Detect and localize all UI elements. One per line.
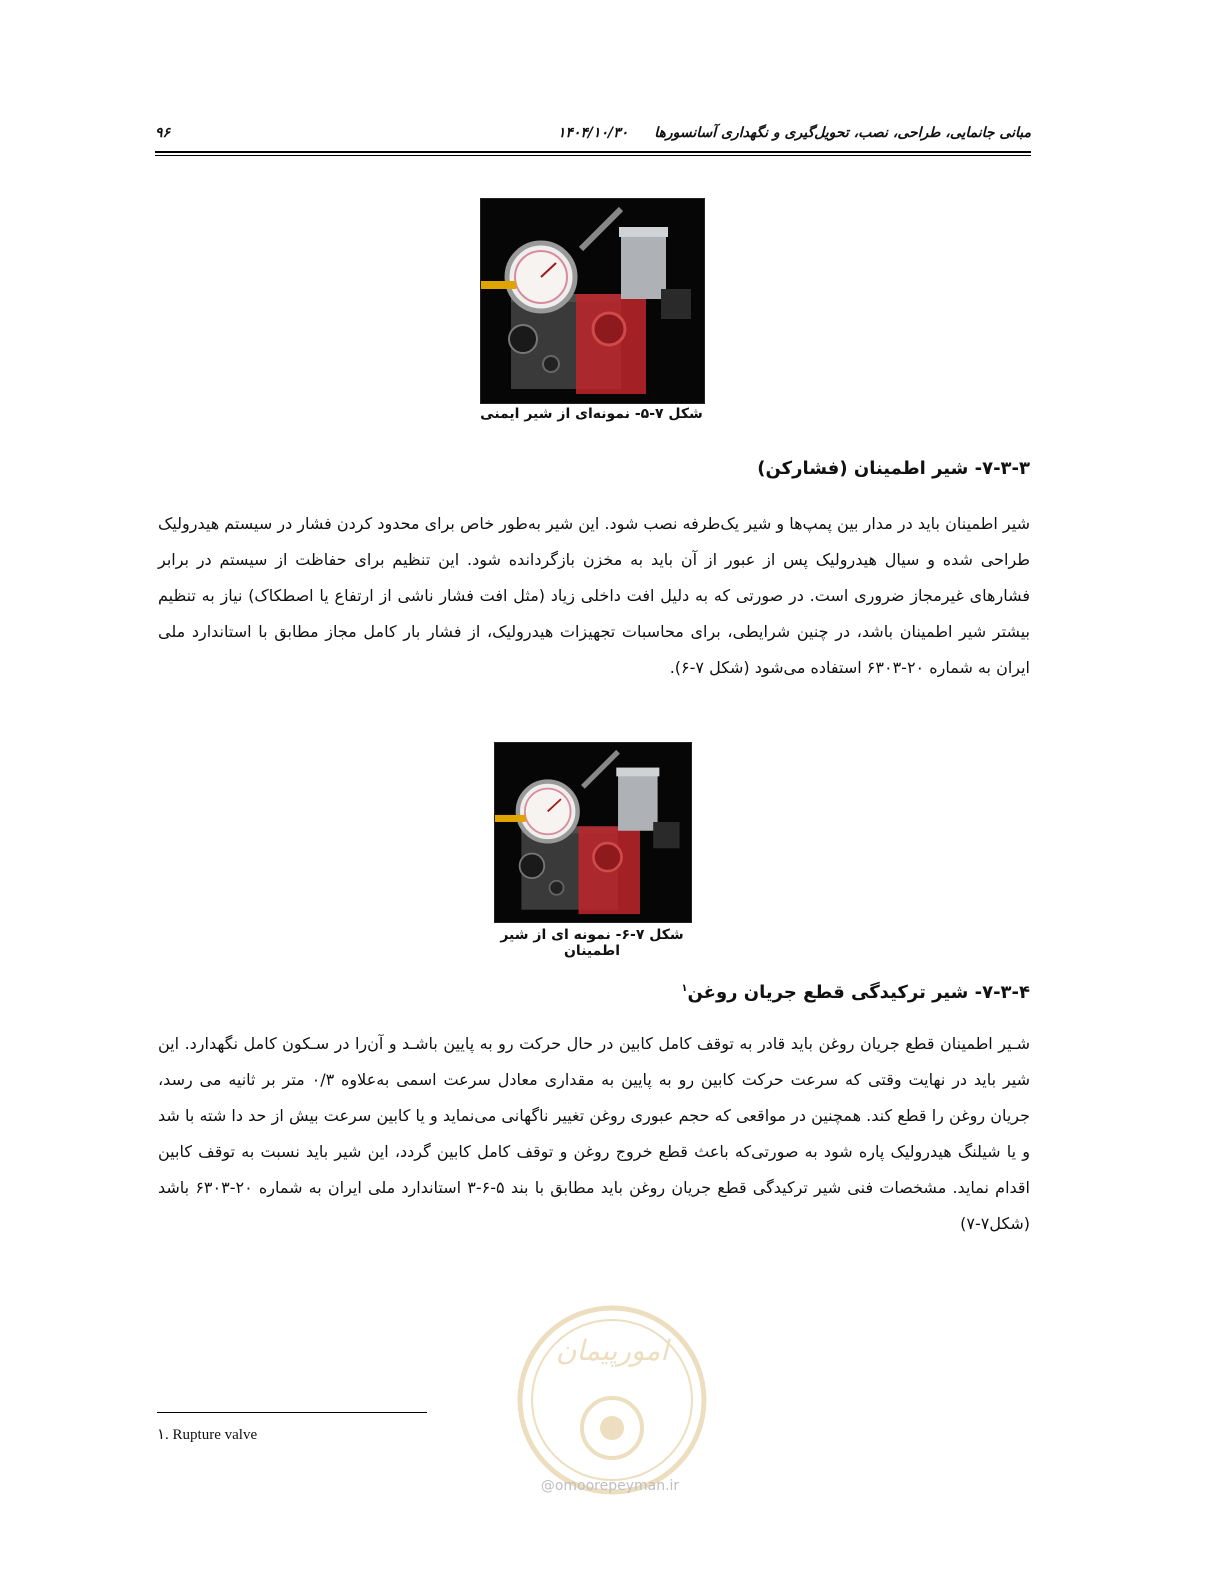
header-date: ۱۴۰۴/۱۰/۳۰	[557, 125, 629, 141]
figure-7-5-caption: شکل ۷-۵- نمونه‌ای از شیر ایمنی	[480, 406, 703, 422]
header-book-title: مبانی جانمایی، طراحی، نصب، تحویل‌گیری و نگهداری آسانسورها	[654, 125, 1031, 141]
yellow-handle	[481, 281, 516, 289]
figure-relief-valve-image	[494, 742, 692, 923]
section-7-3-4-paragraph: شـیر اطمینان قطع جریان روغن باید قادر به توقف کامل کابین در حال حرکت رو به پایین باشـد و آن‌را در سـکون کامل نگهدارد. این شیر باید در نهایت وقتی که سرعت حرکت کابین رو به پایین به مقداری معادل سرعت اسمی به‌علاوه ۰/۳ متر بر ثانیه می رسد، جریان روغن را قطع کند. همچنین در مواقعی که حجم عبوری روغن تغییر ناگهانی می‌نماید و یا کابین سرعت بیش از حد دا شته با شد و یا شیلنگ هیدرولیک پاره شود به صورتی‌که باعث قطع خروج روغن و توقف کامل کابین گردد، این شیر باید نسبت به توقف کابین اقدام نماید. مشخصات فنی شیر ترکیدگی قطع جریان روغن باید مطابق با بند ۵-۶-۳ استاندارد ملی ایران به شماره ۲۰-۶۳۰۳ باشد (شکل۷-۷)	[158, 1034, 1031, 1233]
section-7-3-4-heading-text: ۷-۳-۴- شیر ترکیدگی قطع جریان روغن	[687, 982, 1030, 1003]
port-left	[520, 854, 545, 879]
solenoid-coil	[621, 229, 666, 299]
section-7-3-3-paragraph: شیر اطمینان باید در مدار بین پمپ‌ها و شیر یک‌طرفه نصب شود. این شیر به‌طور خاص برای محدود کردن فشار در سیستم هیدرولیک طراحی شده و سیال هیدرولیک پس از عبور از آن باید به مخزن بازگردانده شود. این تنظیم برای حفاظت از سیستم در برابر فشارهای غیرمجاز ضروری است. در صورتی که به دلیل افت داخلی زیاد (مثل افت فشار ناشی از ارتفاع یا اصطکاک) نیاز به تنظیم بیشتر شیر اطمینان باشد، در چنین شرایطی، برای محاسبات تجهیزات هیدرولیک، از فشار بار کامل مجاز مطابق با استاندارد ملی ایران به شماره ۲۰-۶۳۰۳ استفاده می‌شود (شکل ۷-۶).	[158, 514, 1030, 677]
page-number: ۹۶	[155, 125, 171, 141]
port-left	[509, 325, 537, 353]
page-header	[155, 120, 1031, 146]
solenoid-coil	[618, 769, 658, 830]
watermark-stamp	[492, 1300, 732, 1500]
valve-illustration-2	[495, 743, 691, 922]
valve-illustration	[481, 199, 704, 403]
red-knob	[593, 843, 621, 871]
footnote-marker: ۱	[681, 983, 688, 994]
watermark-logo-text: امورپیمان	[555, 1334, 669, 1367]
figure-7-6-caption: شکل ۷-۶- نمونه ای از شیر اطمینان	[500, 927, 684, 959]
header-title-group	[558, 125, 1031, 141]
footnote: ۱. Rupture valve	[157, 1427, 258, 1443]
section-7-3-4-heading	[681, 982, 1030, 1003]
watermark-url: @omoorepeyman.ir	[540, 1478, 680, 1494]
section-7-3-3-heading: ۷-۳-۳- شیر اطمینان (فشارکن)	[757, 458, 1030, 479]
red-knob	[593, 313, 625, 345]
footnote-rule	[157, 1412, 427, 1413]
header-rule	[155, 151, 1031, 153]
figure-safety-valve-image	[480, 198, 705, 404]
yellow-handle	[495, 815, 526, 822]
header-rule-thin	[155, 155, 1031, 156]
